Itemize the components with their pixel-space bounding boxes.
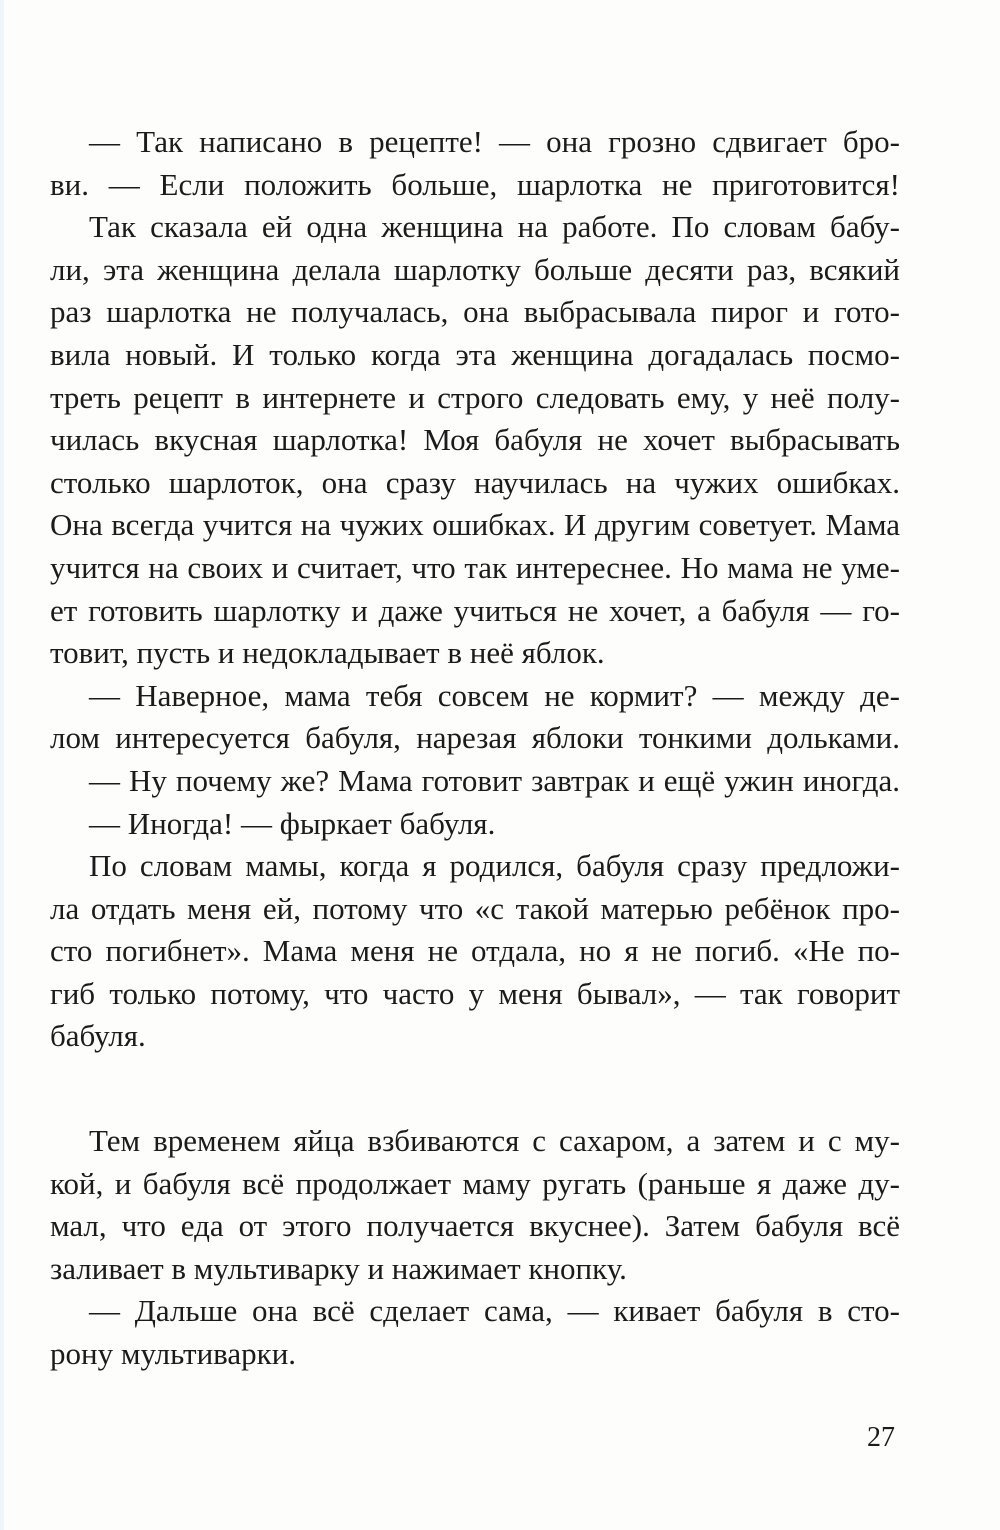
text-line: — Наверное, мама тебя совсем не кормит? — между де- (89, 677, 900, 713)
text-line: учится на своих и считает, что так интереснее. Но мама не уме- (50, 549, 900, 585)
text-line: Так сказала ей одна женщина на работе. По словам бабу- (89, 209, 900, 245)
text-line: раз шарлотка не получалась, она выбрасывала пирог и гото- (50, 294, 900, 330)
text-line: чилась вкусная шарлотка! Моя бабуля не хочет выбрасывать (50, 422, 900, 458)
text-line: — Иногда! — фыркает бабуля. (89, 805, 496, 841)
text-line: бабуля. (50, 1018, 146, 1054)
body-text (50, 121, 900, 1376)
text-line: треть рецепт в интернете и строго следовать ему, у неё полу- (50, 379, 900, 415)
page-edge (0, 0, 4, 1530)
paragraph (50, 121, 900, 206)
paragraph (50, 206, 900, 675)
text-line: ет готовить шарлотку и даже учиться не хочет, а бабуля — го- (50, 592, 900, 628)
text-line: гиб только потому, что часто у меня бывал», — так говорит (50, 975, 900, 1011)
paragraph (50, 803, 900, 846)
text-line: лом интересуется бабуля, нарезая яблоки тонкими дольками. (50, 720, 900, 756)
paragraph (50, 845, 900, 1058)
text-line: По словам мамы, когда я родился, бабуля сразу предложи- (89, 848, 900, 884)
text-line: — Ну почему же? Мама готовит завтрак и ещё ужин иногда. (89, 762, 900, 798)
section-break (50, 1058, 900, 1120)
text-line: мал, что еда от этого получается вкуснее). Затем бабуля всё (50, 1208, 900, 1244)
paragraph (50, 1120, 900, 1290)
text-line: заливает в мультиварку и нажимает кнопку. (50, 1250, 627, 1286)
text-line: ви. — Если положить больше, шарлотка не приготовится! (50, 166, 900, 202)
text-line: сто погибнет». Мама меня не отдала, но я не погиб. «Не по- (50, 933, 900, 969)
text-line: — Так написано в рецепте! — она грозно сдвигает бро- (89, 124, 900, 159)
text-line: ли, эта женщина делала шарлотку больше десяти раз, всякий (50, 251, 900, 287)
page-number: 27 (867, 1422, 895, 1453)
text-line: столько шарлоток, она сразу научилась на чужих ошибках. (50, 464, 900, 500)
text-line: Она всегда учится на чужих ошибках. И другим советует. Мама (50, 507, 900, 543)
text-line: Тем временем яйца взбиваются с сахаром, а затем и с му- (89, 1123, 900, 1159)
paragraph (50, 760, 900, 803)
text-line: ла отдать меня ей, потому что «с такой матерью ребёнок про- (50, 890, 900, 926)
paragraph (50, 675, 900, 760)
paragraph (50, 1290, 900, 1375)
text-line: кой, и бабуля всё продолжает маму ругать (раньше я даже ду- (50, 1165, 900, 1201)
text-line: рону мультиварки. (50, 1336, 297, 1372)
text-line: вила новый. И только когда эта женщина догадалась посмо- (50, 336, 900, 372)
text-line: товит, пусть и недокладывает в неё яблок. (50, 635, 605, 671)
text-line: — Дальше она всё сделает сама, — кивает бабуля в сто- (89, 1293, 900, 1329)
